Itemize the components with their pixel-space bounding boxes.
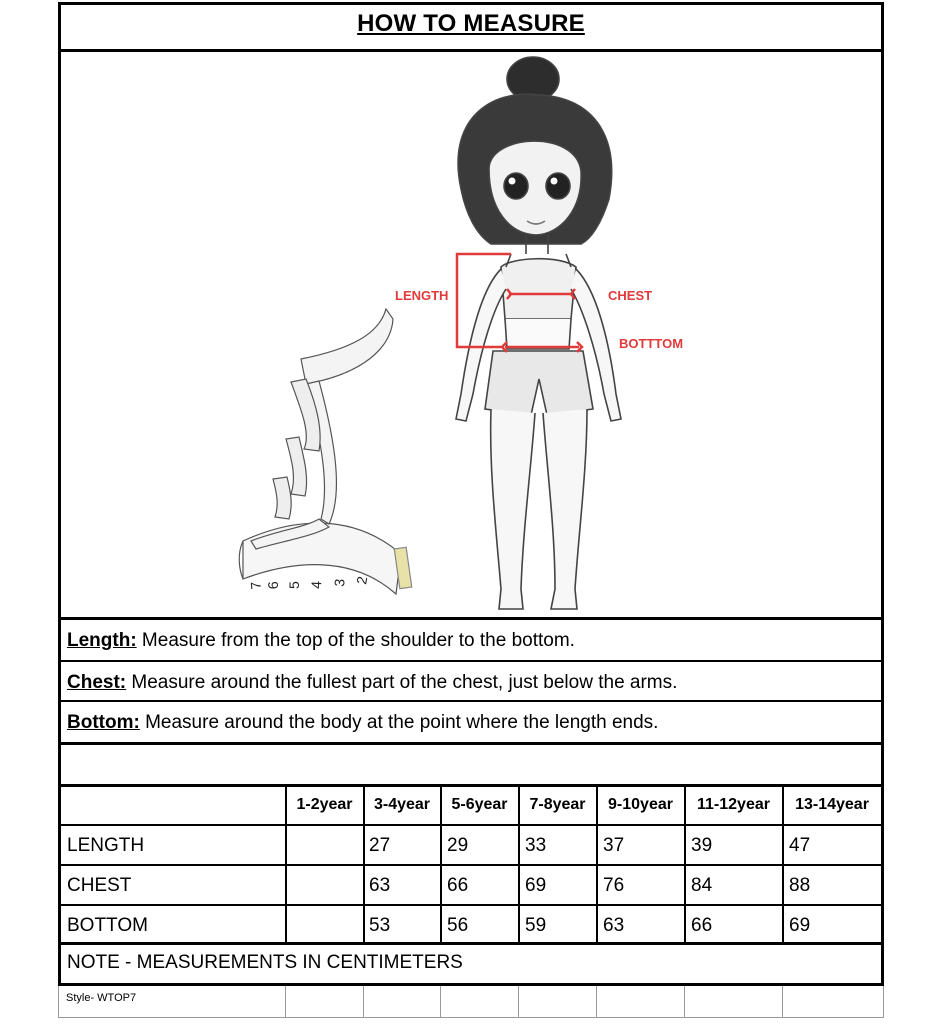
column-header: 3-4year [373, 796, 431, 813]
divider-desc-1 [58, 660, 884, 662]
table-cell: 33 [525, 835, 547, 856]
column-header: 13-14year [795, 796, 869, 813]
tape-measure-icon [239, 309, 412, 594]
tape-number: 2 [353, 575, 371, 586]
style-cell [440, 986, 519, 1018]
table-cell: 66 [691, 915, 713, 936]
table-cell: 84 [691, 875, 713, 896]
style-code: Style- WTOP7 [66, 992, 137, 1004]
page-title: HOW TO MEASURE [357, 10, 585, 37]
description-bottom [67, 712, 658, 734]
column-header: 9-10year [608, 796, 673, 813]
table-cell: 37 [603, 835, 625, 856]
table-cell: 69 [525, 875, 547, 896]
column-header: 1-2year [296, 796, 353, 813]
table-cell: 47 [789, 835, 811, 856]
measurement-illustration [61, 49, 881, 617]
description-label: Bottom: [67, 712, 140, 733]
table-cell: 53 [369, 915, 391, 936]
table-cell: 56 [447, 915, 469, 936]
description-length [67, 630, 575, 652]
divider-row-3 [58, 942, 884, 945]
style-row-border [58, 1017, 884, 1018]
tape-number: 4 [308, 580, 325, 590]
description-label: Length: [67, 630, 137, 651]
table-cell: 69 [789, 915, 811, 936]
style-cell [596, 986, 685, 1018]
tape-number: 6 [264, 581, 281, 590]
table-cell: 39 [691, 835, 713, 856]
description-chest [67, 672, 677, 694]
description-label: Chest: [67, 672, 127, 693]
divider-row-1 [58, 864, 884, 866]
description-text: Measure around the body at the point where the length ends. [139, 712, 659, 733]
column-header: 5-6year [451, 796, 508, 813]
description-text: Measure around the fullest part of the chest, just below the arms. [126, 672, 678, 693]
length-guide-label: LENGTH [395, 288, 449, 303]
table-cell: 88 [789, 875, 811, 896]
column-header: 11-12year [697, 796, 770, 813]
chest-guide-label: CHEST [608, 288, 653, 303]
child-figure-icon [456, 57, 621, 609]
row-label-chest: CHEST [67, 875, 132, 896]
description-text: Measure from the top of the shoulder to the bottom. [136, 630, 575, 651]
table-cell: 59 [525, 915, 547, 936]
divider-desc-3 [58, 742, 884, 745]
table-cell: 66 [447, 875, 469, 896]
table-cell: 29 [447, 835, 469, 856]
table-cell: 63 [603, 915, 625, 936]
divider-illustration [58, 617, 884, 620]
row-label-length: LENGTH [67, 835, 145, 856]
bottom-guide-label: BOTTTOM [619, 336, 684, 351]
style-cell [518, 986, 597, 1018]
table-cell: 76 [603, 875, 625, 896]
row-label-bottom: BOTTOM [67, 915, 148, 936]
column-header: 7-8year [529, 796, 586, 813]
tape-number: 3 [331, 578, 348, 588]
tape-number: 5 [286, 581, 302, 589]
style-cell [782, 986, 884, 1018]
table-cell: 63 [369, 875, 391, 896]
table-cell: 27 [369, 835, 391, 856]
measurement-note: NOTE - MEASUREMENTS IN CENTIMETERS [67, 952, 463, 973]
style-cell [684, 986, 783, 1018]
divider-row-2 [58, 904, 884, 906]
divider-desc-2 [58, 700, 884, 702]
size-chart-sheet [58, 2, 884, 1018]
style-cell [363, 986, 441, 1018]
style-cell [285, 986, 364, 1018]
tape-number: 7 [247, 580, 264, 591]
